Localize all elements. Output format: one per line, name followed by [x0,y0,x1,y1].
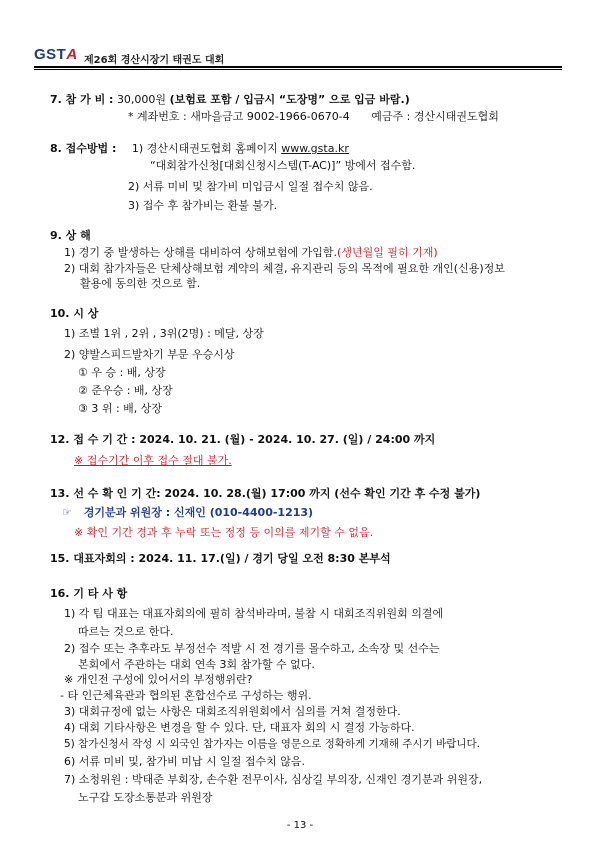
header-divider [34,66,562,68]
award-second: ② 준우승 : 배, 상장 [78,384,173,397]
section-misc-label: 16. 기 타 사 항 [50,587,128,600]
section-registration-label: 8. 접수방법 : [50,142,117,155]
section-injury-label: 9. 상 해 [50,229,91,242]
misc-note: ※ 개인전 구성에 있어서의 부정행위란? [64,673,253,686]
account-line [128,110,499,124]
misc-item-6: 6) 서류 미비 및, 참가비 미납 시 일절 접수치 않음. [64,755,306,768]
awards-item-2: 2) 양발스피드발차기 부문 우승시상 [64,348,235,361]
injury-item-1 [64,246,438,260]
reg-period-note: ※ 접수기간 이후 접수 절대 불가. [74,454,232,467]
section-registration [50,142,349,156]
injury-item-1-text: 1) 경기 중 발생하는 상해를 대비하여 상해보험에 가입함. [64,246,338,259]
section-fee [50,93,410,107]
misc-item-4: 4) 대회 기타사항은 변경을 할 수 있다. 단, 대표자 회의 시 결정 가능하다. [64,721,415,734]
section-athlete-check: 13. 선 수 확 인 기 간: 2024. 10. 28.(월) 17:00 까지 (선수 확인 기간 후 수정 불가) [50,487,481,500]
fee-amount: 30,000원 [116,93,167,106]
holder-label: 예금주 : [371,110,411,123]
fee-note: (보험료 포함 / 입금시 “도장명” 으로 입금 바람.) [169,93,410,106]
website-link[interactable]: www.gsta.kr [281,142,349,155]
injury-item-2: 2) 대회 참가자들은 단체상해보험 계약의 체결, 유지관리 등의 목적에 필요한 개인(신용)정보 [64,262,505,275]
section-reps-meeting: 15. 대표자회의 : 2024. 11. 17.(일) / 경기 당일 오전 8:30 본부석 [50,552,391,565]
section-fee-label: 7. 참 가 비 : [50,93,114,106]
misc-item-1: 1) 각 팀 대표는 대표자회의에 필히 참석바라며, 불참 시 대회조직위원회 의결에 [64,607,444,620]
contact-info: 경기분과 위원장 : 신재인 (010-4400-1213) [83,506,314,519]
injury-item-2-cont: 활용에 동의한 것으로 함. [80,277,201,290]
section-reg-period: 12. 접 수 기 간 : 2024. 10. 21. (월) - 2024. 10. 27. (일) / 24:00 까지 [50,433,436,446]
award-first: ① 우 승 : 배, 상장 [78,366,166,379]
pointing-hand-icon: ☞ [62,506,72,519]
holder-name: 경산시태권도협회 [413,110,499,123]
athlete-check-note: ※ 확인 기간 경과 후 누락 또는 정정 등 이의를 제기할 수 없음. [74,526,374,539]
misc-dash-item: - 타 인근체육관과 협의된 혼합선수로 구성하는 행위. [60,689,312,702]
awards-item-1: 1) 조별 1위 , 2위 , 3위(2명) : 메달, 상장 [64,327,264,340]
misc-item-2: 2) 접수 또는 추후라도 부정선수 적발 시 전 경기를 몰수하고, 소속장 및 선수는 [64,642,440,655]
misc-item-5: 5) 참가신청서 작성 시 외국인 참가자는 이름을 영문으로 정확하게 기재해 주시기 바랍니다. [64,738,480,750]
misc-item-1-cont: 따르는 것으로 한다. [78,625,174,638]
misc-item-3: 3) 대회규정에 없는 사항은 대회조직위원회에서 심의를 거쳐 결정한다. [64,705,401,718]
registration-item-1: 1) 경산시태권도협회 홈페이지 [131,142,278,155]
gsta-logo: GSTA [34,46,78,63]
registration-item-2: 2) 서류 미비 및 참가비 미입금시 일절 접수치 않음. [128,180,373,193]
misc-item-7: 7) 소청위원 : 박태준 부회장, 손수환 전무이사, 심상길 부의장, 신재인 경기분과 위원장, [64,773,483,786]
misc-item-7-cont: 노구갑 도장소통분과 위원장 [78,791,213,804]
page-number: - 13 - [286,820,314,831]
registration-item-1-cont: “대회참가신청[대회신청시스템(T-AC)]” 방에서 접수함. [150,159,416,172]
contact-line [62,506,313,520]
section-awards-label: 10. 시 상 [50,307,99,320]
award-third: ③ 3 위 : 배, 상장 [78,402,163,415]
registration-item-3: 3) 접수 후 참가비는 환불 불가. [128,199,278,212]
account-number: 새마을금고 9002-1966-0670-4 [190,110,350,123]
header-divider-thin [34,69,562,70]
account-label: * 계좌번호 : [128,110,187,123]
page-header [0,0,600,70]
header-title: 제26회 경산시장기 태권도 대회 [84,55,225,66]
injury-item-1-note: (생년월일 필히 기재) [337,246,438,259]
misc-item-2-cont: 본회에서 주관하는 대회 연속 3회 참가할 수 없다. [78,658,315,671]
